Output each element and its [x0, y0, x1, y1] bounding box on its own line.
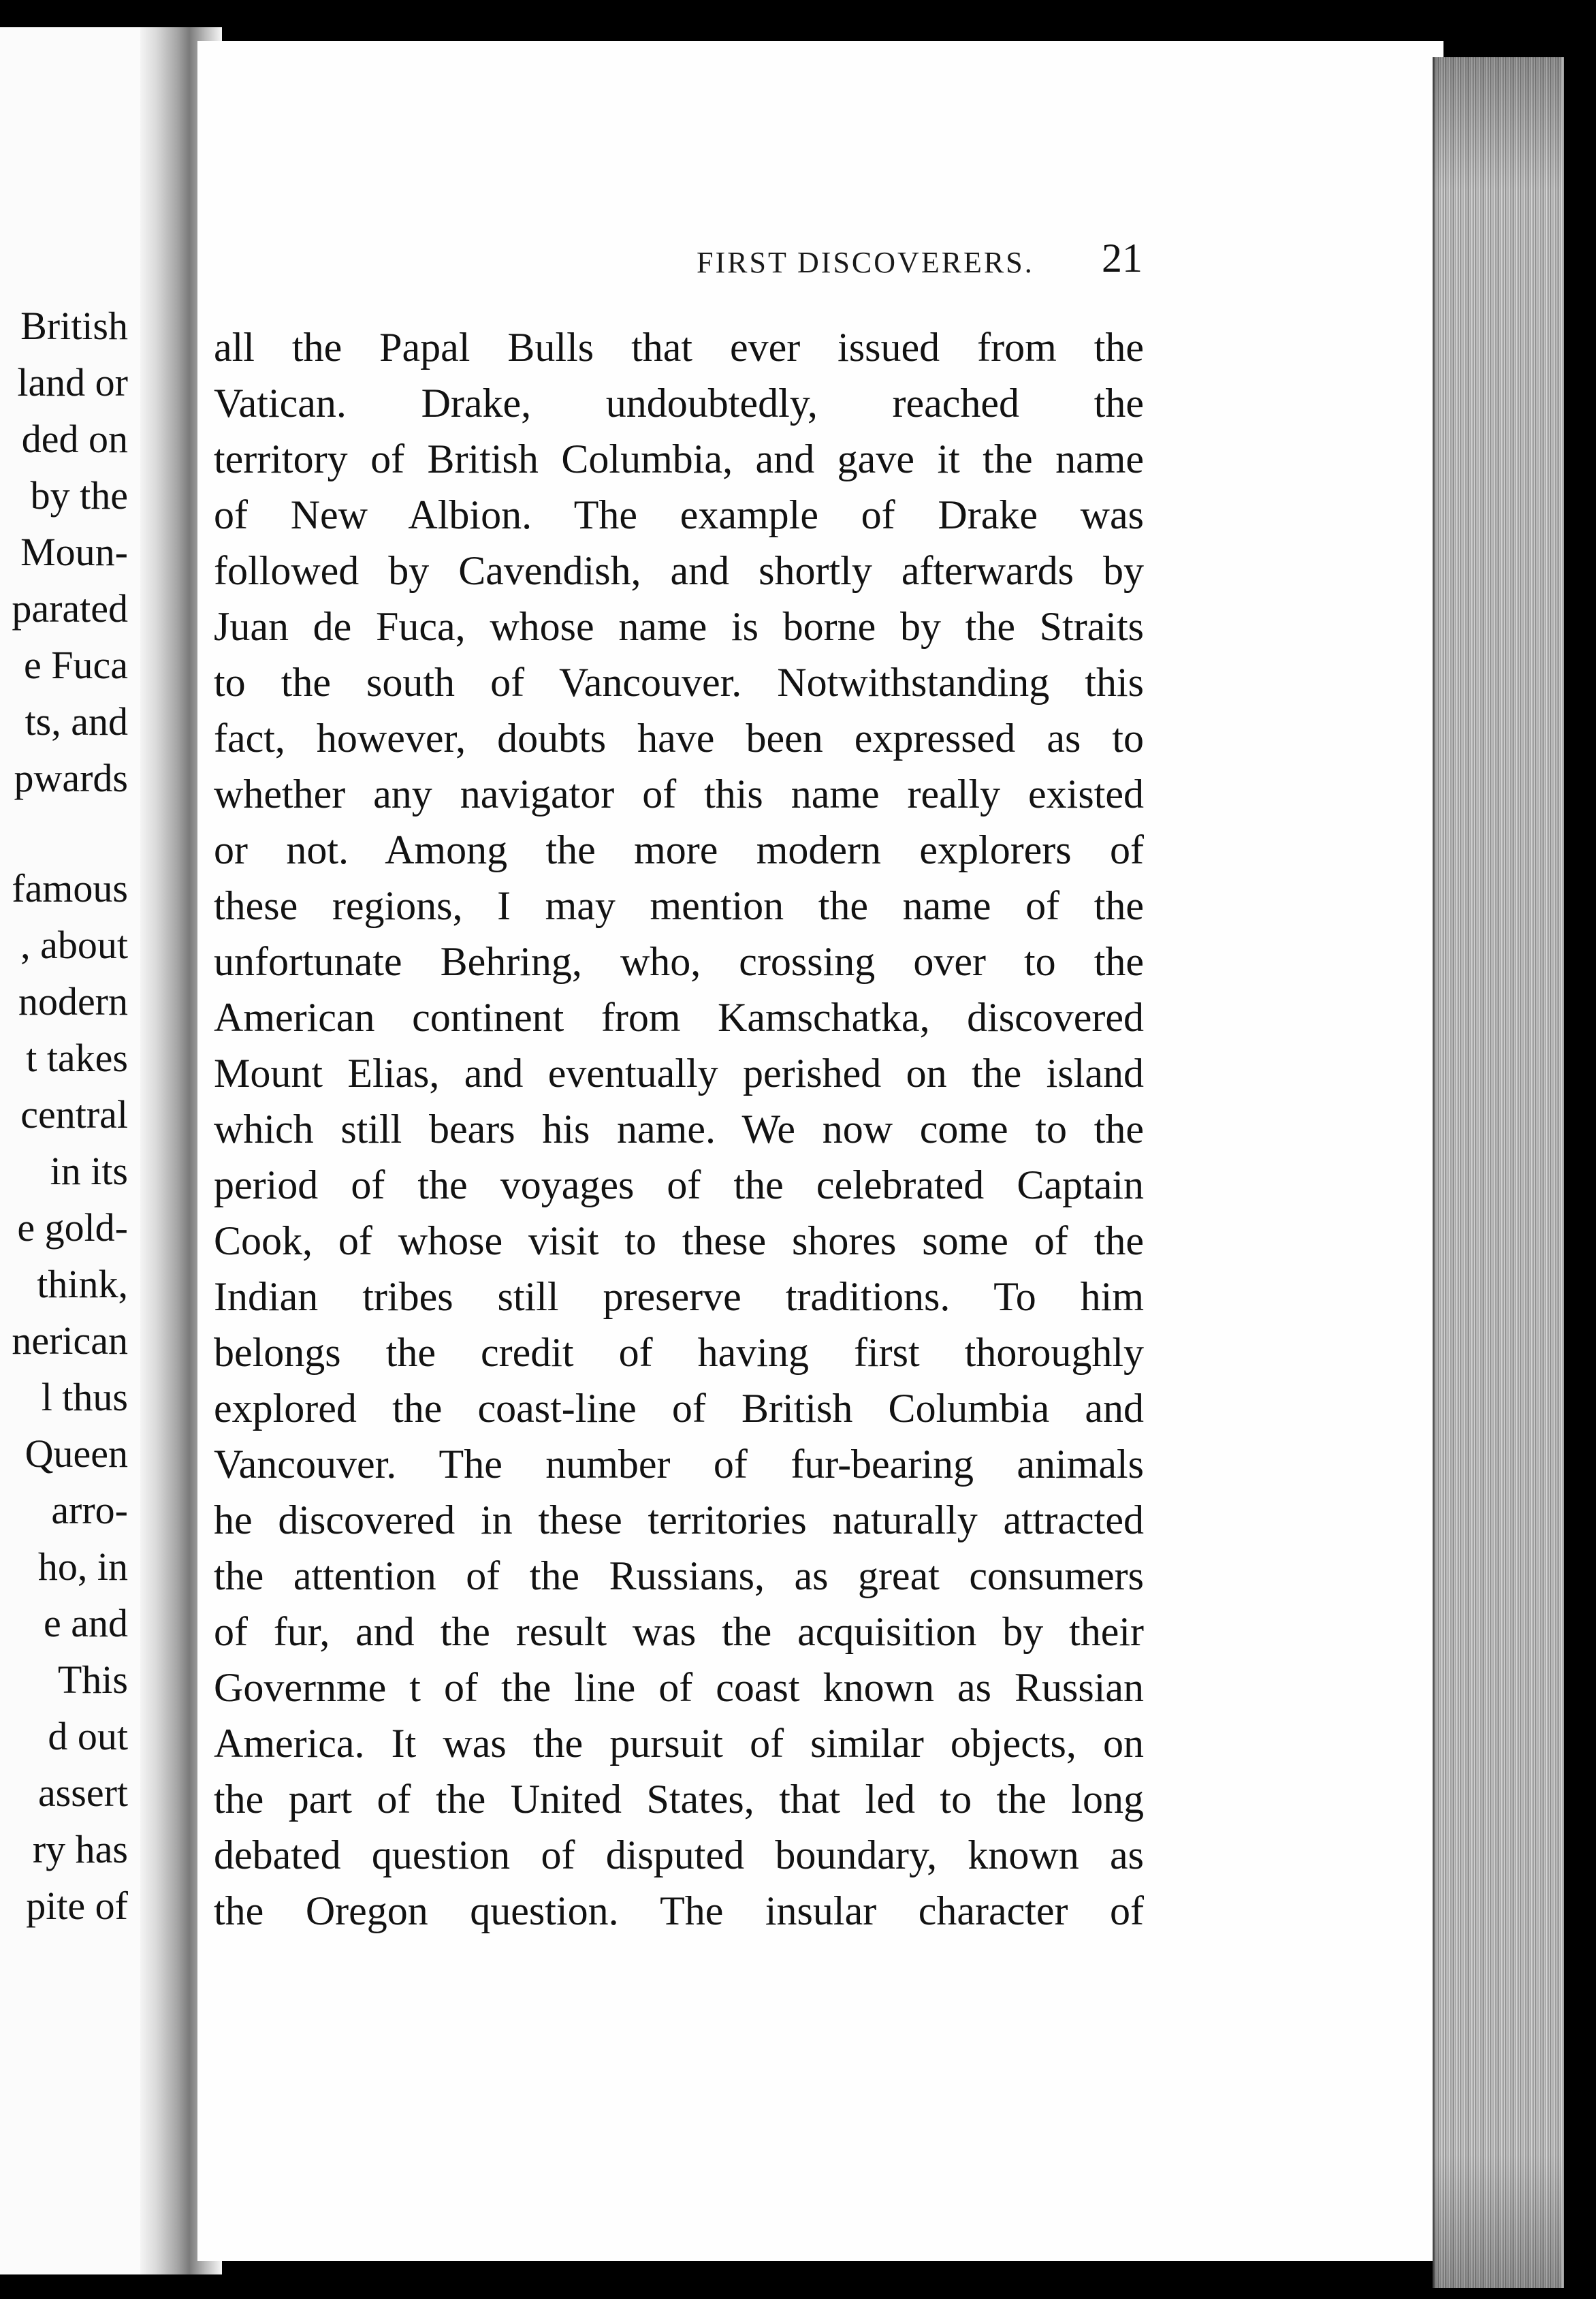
- left-page-line: assert: [37, 1771, 128, 1815]
- left-page-line: famous: [12, 866, 128, 910]
- body-text-line: whether any navigator of this name really existed: [214, 772, 1144, 816]
- body-text-line: America. It was the pursuit of similar objects, on: [214, 1721, 1144, 1766]
- body-text-line: Mount Elias, and eventually perished on the island: [214, 1051, 1144, 1096]
- left-page-line: ry has: [32, 1827, 128, 1871]
- body-text-line: followed by Cavendish, and shortly afterwards by: [214, 548, 1144, 593]
- body-text-line: these regions, I may mention the name of the: [214, 883, 1144, 928]
- left-page-line: central: [20, 1092, 128, 1137]
- body-text-line: Governme t of the line of coast known as Russian: [214, 1665, 1144, 1710]
- left-page-line: ts, and: [25, 699, 128, 744]
- body-text-line: fact, however, doubts have been expressed as to: [214, 716, 1144, 761]
- left-page-line: ded on: [21, 417, 128, 461]
- body-text-line: Indian tribes still preserve traditions. To him: [214, 1274, 1144, 1319]
- left-page-line: nodern: [18, 979, 128, 1024]
- left-page-line: land or: [17, 360, 128, 405]
- page-fore-edge-shading: [1433, 57, 1562, 2288]
- left-page-line: t takes: [26, 1036, 128, 1080]
- left-page-line: Moun-: [20, 530, 128, 574]
- body-text-line: explored the coast-line of British Columbia and: [214, 1386, 1144, 1431]
- body-text-line: debated question of disputed boundary, known as: [214, 1833, 1144, 1877]
- left-page-line: pite of: [26, 1884, 128, 1928]
- body-text-line: of New Albion. The example of Drake was: [214, 492, 1144, 537]
- left-page-line: Queen: [25, 1431, 128, 1476]
- body-text-line: American continent from Kamschatka, discovered: [214, 995, 1144, 1040]
- body-text-line: or not. Among the more modern explorers of: [214, 827, 1144, 872]
- body-text-line: the part of the United States, that led to the long: [214, 1777, 1144, 1822]
- left-page-line: pwards: [14, 756, 128, 800]
- body-text-line: Vancouver. The number of fur-bearing animals: [214, 1442, 1144, 1487]
- left-facing-page: [0, 27, 158, 2274]
- left-page-line: parated: [12, 586, 128, 631]
- left-page-line: think,: [37, 1262, 128, 1306]
- body-text-line: he discovered in these territories naturally attracted: [214, 1497, 1144, 1542]
- page-number: 21: [1102, 236, 1143, 281]
- left-page-line: d out: [48, 1714, 128, 1758]
- body-text-line: Vatican. Drake, undoubtedly, reached the: [214, 381, 1144, 426]
- left-page-line: by the: [30, 473, 128, 518]
- left-page-line: e and: [44, 1601, 128, 1645]
- left-page-line: arro-: [51, 1488, 128, 1532]
- body-text-line: all the Papal Bulls that ever issued from the: [214, 325, 1144, 370]
- left-page-line: in its: [50, 1149, 128, 1193]
- body-text-line: Cook, of whose visit to these shores some of the: [214, 1218, 1144, 1263]
- body-text-line: period of the voyages of the celebrated Captain: [214, 1162, 1144, 1207]
- body-text-line: the Oregon question. The insular character of: [214, 1888, 1144, 1933]
- left-page-line: , about: [20, 923, 128, 967]
- body-text-line: unfortunate Behring, who, crossing over to the: [214, 939, 1144, 984]
- body-text-line: of fur, and the result was the acquisition by their: [214, 1609, 1144, 1654]
- left-page-line: e gold-: [17, 1205, 128, 1250]
- main-page: [197, 41, 1443, 2261]
- body-text-line: which still bears his name. We now come to the: [214, 1107, 1144, 1152]
- body-text-line: territory of British Columbia, and gave it the name: [214, 437, 1144, 481]
- body-text-line: to the south of Vancouver. Notwithstanding this: [214, 660, 1144, 705]
- left-page-line: ho, in: [37, 1544, 128, 1589]
- body-text-line: belongs the credit of having first thoroughly: [214, 1330, 1144, 1375]
- left-page-line: l thus: [41, 1375, 128, 1419]
- running-head: FIRST DISCOVERERS.: [697, 246, 1034, 279]
- left-page-line: British: [20, 304, 128, 348]
- left-page-line: This: [57, 1658, 128, 1702]
- body-text-line: the attention of the Russians, as great consumers: [214, 1553, 1144, 1598]
- body-text-line: Juan de Fuca, whose name is borne by the Straits: [214, 604, 1144, 649]
- left-page-line: nerican: [12, 1318, 128, 1363]
- left-page-line: e Fuca: [24, 643, 128, 687]
